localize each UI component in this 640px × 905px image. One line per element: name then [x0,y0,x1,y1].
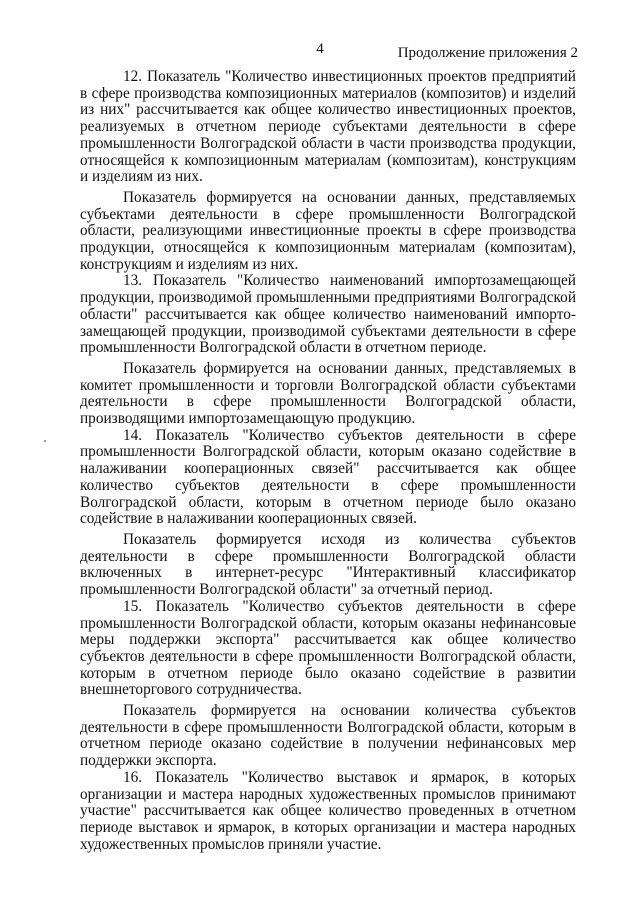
paragraph-source-12: Показатель формируется на основании данных, представляемых субъектами деятельности в сфере промышленности Волгоградской области, реализующими инвестиционные проекты в сфере производства продукции, относящейся к композиционным материалам (композитам), конструкциям и изделиям из них. [80,188,576,273]
paragraph-source-14: Показатель формируется исходя из количества субъектов деятельности в сфере промышленности Волгоградской области включенных в интернет-ресурс "Интерактивный классификатор промышленности Волгоградской области" за отчетный период. [80,530,576,599]
paragraph-indicator-15: 15. Показатель "Количество субъектов деятельности в сфере промышленности Волгоградской области, которым оказаны нефинансовые меры поддержки экспорта" рассчитывается как общее количество субъектов деятельности в сфере промышленности Волгоградской области, которым в отчетном периоде было оказано содействие в развитии внешнеторгового сотрудничества. [80,597,576,699]
paragraph-indicator-13: 13. Показатель "Количество наименований импортозамещающей продукции, производимой промышленными предприятиями Волгоградской области" рассчитывается как общее количество наименований импортозамещающей продукции, производимой субъектами деятельности в сфере промышленности Волгоградской области в отчетном периоде. [80,272,576,357]
paragraph-indicator-12: 12. Показатель "Количество инвестиционных проектов предприятий в сфере производства композиционных материалов (композитов) и изделий из них" рассчитывается как общее количество инвестиционных проектов, реализуемых в отчетном периоде субъектами деятельности в сфере промышленности Волгоградской области в части производства продукции, относящейся к композиционным материалам (композитам), конструкциям и изделиям из них. [80,68,576,186]
page-number: 4 [316,41,324,57]
paragraph-source-13: Показатель формируется на основании данных, представляемых в комитет промышленности и торговли Волгоградской области субъектами деятельности в сфере промышленности Волгоградской области, производящими импортозамещающую продукцию. [80,359,576,428]
paragraph-indicator-16: 16. Показатель "Количество выставок и ярмарок, в которых организации и мастера народных художественных промыслов принимают участие" рассчитывается как общее количество проведенных в отчетном периоде выставок и ярмарок, в которых организации и мастера народных художественных промыслов приняли участие. [80,768,576,853]
paragraph-indicator-14: 14. Показатель "Количество субъектов деятельности в сфере промышленности Волгоградской области, которым оказано содействие в налаживании кооперационных связей" рассчитывается как общее количество субъектов деятельности в сфере промышленности Волгоградской области, которым в отчетном периоде было оказано содействие в налаживании кооперационных связей. [80,426,576,528]
paragraph-source-15: Показатель формируется на основании количества субъектов деятельности в сфере промышленности Волгоградской области, которым в отчетном периоде оказано содействие в получении нефинансовых мер поддержки экспорта. [80,702,576,770]
document-body [80,69,576,853]
margin-mark [44,440,46,442]
appendix-continuation-note: Продолжение приложения 2 [397,45,578,61]
